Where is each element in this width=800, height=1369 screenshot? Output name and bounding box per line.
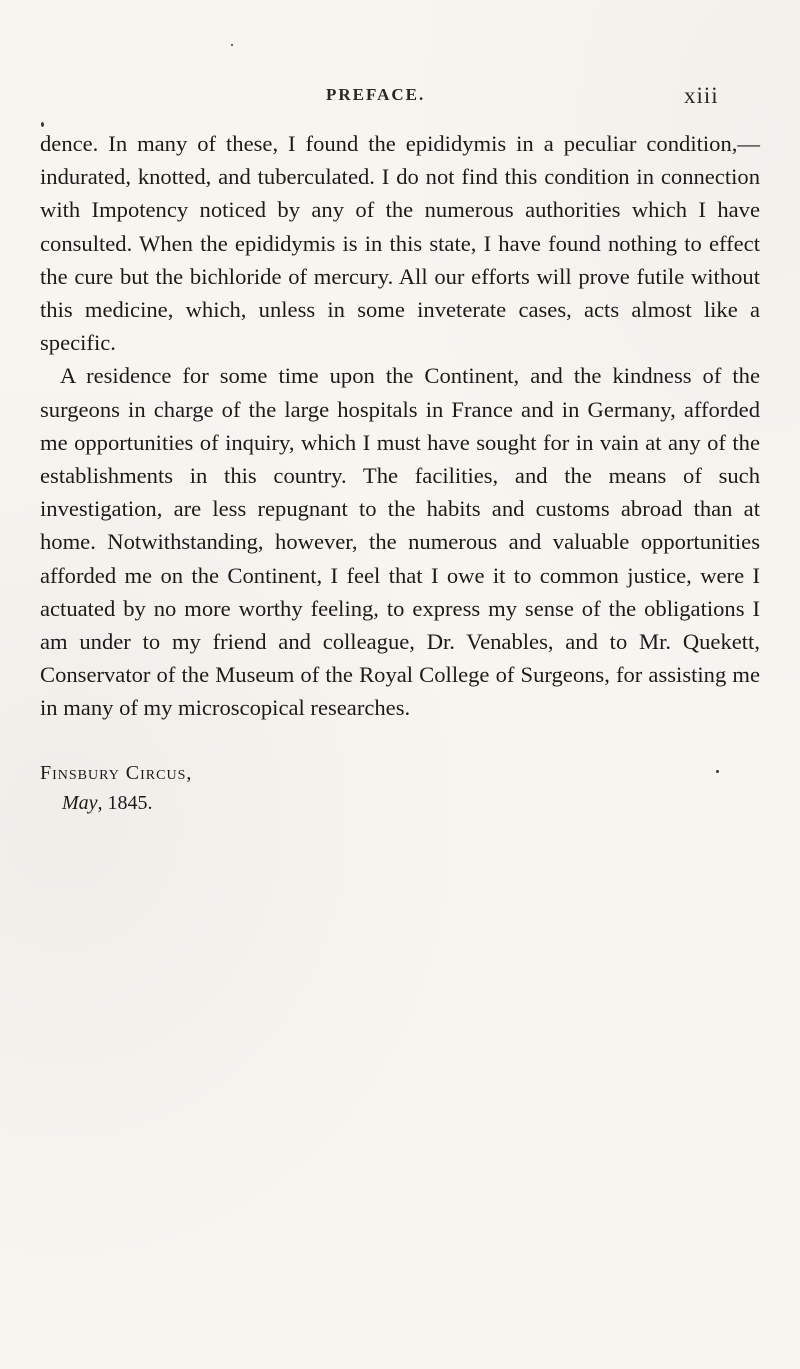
paragraph: A residence for some time upon the Continent, and the kindness of the surgeons in charge of the large hospitals in France and in Germany, afforded me opportunities of inquiry, which I must have sought for in vain at any of the establishments in this country. The facilities, and the means of such investigation, are less repugnant to the habits and customs abroad than at home. Notwithstanding, however, the numerous and valuable opportunities afforded me on the Continent, I feel that I owe it to common justice, were I actuated by no more worthy feeling, to express my sense of the obligations I am under to my friend and colleague, Dr. Venables, and to Mr. Quekett, Conservator of the Museum of the Royal College of Surgeons, for assisting me in many of my microscopical researches. bbox=[40, 363, 760, 721]
page-number: xiii bbox=[684, 83, 719, 108]
signature-month: May bbox=[62, 792, 98, 814]
signature-block bbox=[40, 758, 192, 818]
page-header bbox=[0, 85, 800, 115]
body-text bbox=[40, 127, 760, 725]
paper-speck bbox=[41, 122, 44, 127]
signature-year: , 1845. bbox=[97, 792, 153, 814]
signature-place: Finsbury Circus, bbox=[40, 762, 193, 784]
running-head: PREFACE. bbox=[326, 85, 426, 104]
paragraph-continued: dence. In many of these, I found the epididymis in a peculiar condition,—indurated, knotted, and tuberculated. I do not find this condition in connection with Impotency noticed by any of the numerous authorities which I have consulted. When the epididymis is in this state, I have found nothing to effect the cure but the bichloride of mercury. All our efforts will prove futile without this medicine, which, unless in some inveterate cases, acts almost like a specific. bbox=[40, 131, 760, 356]
paper-speck bbox=[716, 770, 719, 773]
paper-speck bbox=[231, 44, 233, 46]
signature-date bbox=[40, 788, 192, 818]
